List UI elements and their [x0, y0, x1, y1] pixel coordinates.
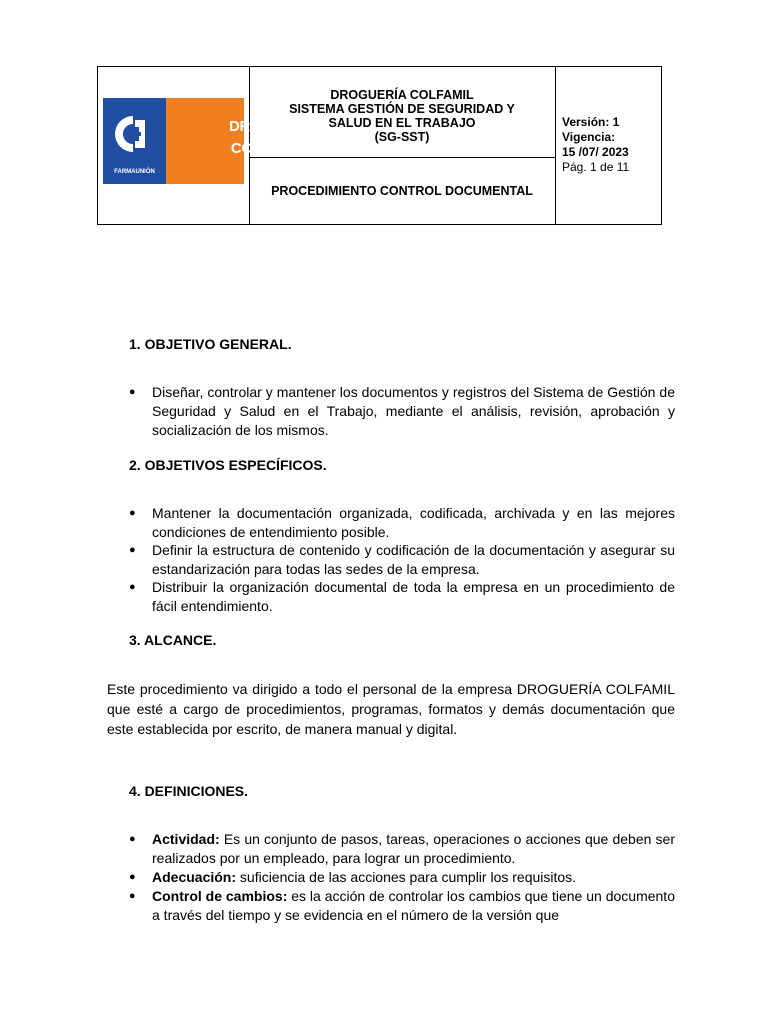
org-line-1: DROGUERÍA COLFAMIL — [330, 88, 474, 102]
document-title: PROCEDIMIENTO CONTROL DOCUMENTAL — [271, 184, 533, 198]
section-heading-objetivos-especificos: 2. OBJETIVOS ESPECÍFICOS. — [129, 457, 327, 473]
definition-text: es la acción de controlar los cambios que tiene un documento a través del tiempo y se evidencia en el número de la versión que — [152, 888, 675, 923]
logo-brand-line2: COLFAMIL — [230, 140, 306, 157]
logo-blue-panel — [103, 98, 166, 184]
objetivo-general-list — [129, 383, 675, 440]
logo-brand-line1: DROGUERÍA — [229, 118, 318, 135]
version-label: Versión: 1 — [562, 115, 620, 129]
list-item: ● Distribuir la organización documental de toda la empresa en un procedimiento de fácil entendimiento. — [129, 578, 675, 615]
title-cell — [249, 67, 556, 224]
company-logo — [103, 98, 318, 184]
definition-term: Adecuación: — [152, 869, 237, 885]
section-heading-alcance: 3. ALCANCE. — [129, 632, 217, 648]
definition-text: suficiencia de las acciones para cumplir los requisitos. — [236, 869, 577, 885]
org-line-4: (SG-SST) — [374, 130, 430, 144]
farmaunion-mark-icon — [115, 114, 151, 154]
definition-term: Actividad: — [152, 831, 220, 847]
logo-subbrand: FARMAUNIÓN — [114, 169, 155, 175]
list-item: ● Diseñar, controlar y mantener los documentos y registros del Sistema de Gestión de Seguridad y Salud en el Trabajo, mediante el análisis, revisión, aprobación y socialización de los mismos. — [129, 383, 675, 440]
list-item: ● Mantener la documentación organizada, codificada, archivada y en las mejores condiciones de entendimiento posible. — [129, 504, 675, 541]
definition-item — [129, 830, 675, 868]
definition-text: Es un conjunto de pasos, tareas, operaciones o acciones que deben ser realizados por un empleado, para lograr un procedimiento. — [152, 831, 675, 866]
org-line-2: SISTEMA GESTIÓN DE SEGURIDAD Y — [289, 102, 515, 116]
organization-block — [249, 67, 555, 158]
org-line-3: SALUD EN EL TRABAJO — [328, 116, 476, 130]
document-header-table — [97, 66, 662, 225]
alcance-paragraph: Este procedimiento va dirigido a todo el personal de la empresa DROGUERÍA COLFAMIL que esté a cargo de procedimientos, programas, formatos y demás documentación que este establecida por escrito, de manera manual y digital. — [107, 681, 675, 737]
vigencia-date: 15 /07/ 2023 — [562, 145, 629, 159]
objetivos-especificos-list — [129, 504, 675, 615]
version-cell — [556, 67, 662, 224]
logo-cell — [98, 67, 318, 224]
logo-orange-panel — [166, 98, 318, 184]
vigencia-label: Vigencia: — [562, 130, 616, 144]
section-heading-definiciones: 4. DEFINICIONES. — [129, 783, 249, 799]
section-heading-objetivo-general: 1. OBJETIVO GENERAL. — [129, 336, 292, 352]
definiciones-list — [129, 830, 675, 925]
page-number: Pág. 1 de 11 — [562, 160, 630, 174]
definition-item — [129, 887, 675, 925]
definition-term: Control de cambios: — [152, 888, 288, 904]
definition-item — [129, 868, 675, 887]
list-item: ● Definir la estructura de contenido y codificación de la documentación y asegurar su estandarización para todas las sedes de la empresa. — [129, 541, 675, 578]
